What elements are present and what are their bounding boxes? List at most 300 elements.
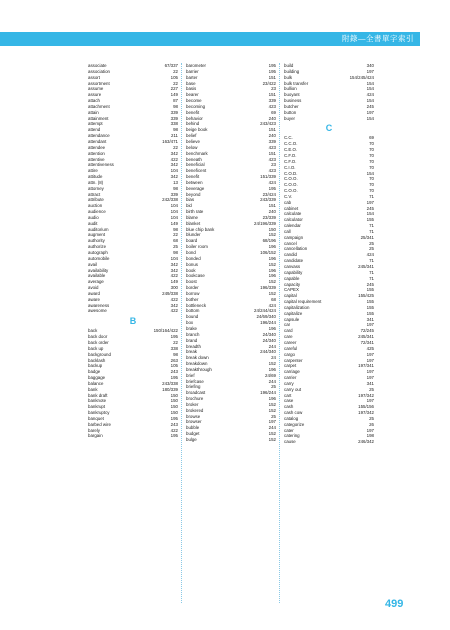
entry-term: breakdown bbox=[186, 361, 208, 367]
entry-pages: 71 bbox=[369, 193, 374, 199]
entry-term: cabinet bbox=[284, 205, 299, 211]
entry-term: campaign bbox=[284, 234, 304, 240]
entry-term: background bbox=[88, 351, 111, 357]
entry-term: boost bbox=[186, 279, 197, 285]
entry-term: capability bbox=[284, 269, 303, 275]
entry-term: C.I.O. bbox=[284, 164, 296, 170]
entry-term: bankrupt bbox=[88, 404, 106, 410]
entry-term: benefit bbox=[186, 109, 200, 115]
entry-pages: 342 bbox=[170, 261, 178, 267]
index-entry bbox=[186, 437, 276, 443]
entry-term: attendee bbox=[88, 144, 106, 150]
entry-pages: 152 bbox=[268, 290, 276, 296]
entry-pages: 24 bbox=[271, 355, 276, 361]
entry-pages: 240 bbox=[268, 133, 276, 139]
entry-pages: 25 bbox=[369, 415, 374, 421]
entry-term: birth rate bbox=[186, 209, 204, 215]
entry-term: baggage bbox=[88, 375, 106, 381]
entry-pages: 71 bbox=[369, 269, 374, 275]
entry-term: augment bbox=[88, 232, 106, 238]
entry-term: attitude bbox=[88, 174, 103, 180]
entry-term: bond bbox=[186, 250, 196, 255]
entry-term: blanket bbox=[186, 220, 201, 226]
entry-term: bank bbox=[88, 386, 98, 392]
entry-term: barbed wire bbox=[88, 421, 111, 427]
entry-term: between bbox=[186, 179, 203, 185]
entry-term: blunder bbox=[186, 232, 201, 238]
entry-term: avoid bbox=[88, 285, 99, 291]
entry-term: attendant bbox=[88, 138, 107, 144]
entry-term: attentive bbox=[88, 156, 105, 162]
entry-term: careful bbox=[284, 345, 298, 351]
entry-pages: 197 bbox=[268, 419, 276, 425]
entry-term: C.O.D. bbox=[284, 170, 298, 176]
entry-pages: 340 bbox=[366, 63, 374, 68]
entry-pages: 196 bbox=[268, 255, 276, 261]
entry-pages: 152 bbox=[268, 361, 276, 367]
entry-pages: 154/245/424 bbox=[349, 74, 374, 80]
entry-pages: 197 bbox=[366, 375, 374, 381]
entry-term: blue chip bank bbox=[186, 226, 215, 232]
entry-pages: 70 bbox=[369, 152, 374, 158]
entry-pages: 23 bbox=[271, 86, 276, 92]
entry-pages: 154 bbox=[366, 98, 374, 104]
entry-term: C.O.O. bbox=[284, 182, 298, 188]
entry-pages: 152 bbox=[268, 431, 276, 437]
entry-pages: 339 bbox=[268, 98, 276, 104]
entry-pages: 150 bbox=[170, 410, 178, 416]
entry-pages: 245 bbox=[366, 281, 374, 287]
entry-pages: 423 bbox=[268, 168, 276, 174]
entry-term: badge bbox=[88, 369, 101, 375]
entry-term: C.O.O. bbox=[284, 188, 298, 194]
entry-term: carpenter bbox=[284, 357, 303, 363]
entry-pages: 70 bbox=[369, 188, 374, 194]
entry-term: breakthrough bbox=[186, 366, 212, 372]
entry-term: banquet bbox=[88, 415, 104, 421]
entry-term: browse bbox=[186, 413, 201, 419]
entry-pages: 24/69 bbox=[265, 372, 276, 378]
entry-pages: 300 bbox=[170, 285, 178, 291]
entry-term: assume bbox=[88, 86, 104, 92]
entry-term: attendance bbox=[88, 133, 110, 139]
header-bar bbox=[0, 32, 420, 46]
entry-pages: 197/341 bbox=[358, 363, 374, 369]
entry-term: bookcase bbox=[186, 273, 205, 279]
entry-term: CAPEX bbox=[284, 287, 299, 293]
entry-term: backlash bbox=[88, 357, 106, 363]
entry-pages: 106/152 bbox=[260, 250, 276, 255]
entry-term: beneficial bbox=[186, 162, 205, 168]
entry-pages: 197 bbox=[366, 398, 374, 404]
index-column-3 bbox=[284, 63, 374, 603]
entry-pages: 155/425 bbox=[358, 293, 374, 299]
entry-term: behind bbox=[186, 121, 200, 127]
entry-pages: 71 bbox=[369, 223, 374, 229]
entry-pages: 104 bbox=[170, 255, 178, 261]
entry-pages: 98 bbox=[173, 185, 178, 191]
entry-term: capital bbox=[284, 293, 297, 299]
entry-pages: 197 bbox=[366, 68, 374, 74]
entry-pages: 151/339 bbox=[260, 174, 276, 180]
entry-term: carpet bbox=[284, 363, 297, 369]
entry-pages: 150 bbox=[268, 226, 276, 232]
entry-pages: 211 bbox=[171, 133, 178, 139]
entry-pages: 72/341 bbox=[360, 339, 374, 345]
entry-pages: 245/341 bbox=[358, 334, 374, 340]
index-columns bbox=[88, 63, 380, 603]
entry-pages: 342 bbox=[170, 150, 178, 156]
entry-term: attire bbox=[88, 168, 98, 174]
entry-term: believe bbox=[186, 138, 200, 144]
entry-term: break down bbox=[186, 355, 209, 361]
entry-term: border bbox=[186, 285, 199, 291]
entry-term: authorize bbox=[88, 244, 107, 250]
entry-pages: 149 bbox=[170, 220, 178, 226]
entry-pages: 151 bbox=[268, 150, 276, 156]
entry-term: capital requirement bbox=[284, 299, 322, 305]
entry-pages: 196 bbox=[268, 273, 276, 279]
entry-term: barter bbox=[186, 74, 198, 80]
entry-term: carriage bbox=[284, 369, 300, 375]
entry-term: breadth bbox=[186, 343, 201, 349]
entry-pages: 240 bbox=[268, 209, 276, 215]
entry-term: cart bbox=[284, 392, 292, 398]
entry-pages: 26 bbox=[369, 421, 374, 427]
entry-term: attach bbox=[88, 98, 100, 104]
entry-term: catering bbox=[284, 433, 300, 439]
entry-term: break bbox=[186, 349, 197, 355]
entry-pages: 25 bbox=[369, 246, 374, 252]
entry-term: cab bbox=[284, 199, 292, 205]
entry-pages: 338 bbox=[170, 345, 178, 351]
entry-pages: 197 bbox=[366, 357, 374, 363]
index-entry bbox=[284, 116, 374, 122]
entry-term: attorney bbox=[88, 185, 104, 191]
entry-term: candid bbox=[284, 252, 297, 258]
entry-term: bonded bbox=[186, 255, 201, 261]
index-entry bbox=[88, 308, 178, 314]
entry-pages: 197 bbox=[366, 351, 374, 357]
entry-term: autograph bbox=[88, 250, 108, 255]
entry-term: beneficent bbox=[186, 168, 207, 174]
entry-pages: 22 bbox=[173, 80, 178, 86]
entry-pages: 244 bbox=[268, 343, 276, 349]
entry-pages: 151 bbox=[268, 74, 276, 80]
entry-term: brake bbox=[186, 325, 197, 331]
entry-term: bother bbox=[186, 296, 199, 302]
entry-term: carry out bbox=[284, 386, 302, 392]
entry-pages: 195 bbox=[268, 185, 276, 191]
entry-term: bottom bbox=[186, 308, 200, 314]
entry-pages: 422 bbox=[170, 296, 178, 302]
entry-pages: 152 bbox=[268, 232, 276, 238]
entry-pages: 23/339 bbox=[262, 214, 276, 220]
entry-term: canvass bbox=[284, 264, 301, 269]
entry-pages: 22 bbox=[173, 232, 178, 238]
entry-pages: 244 bbox=[268, 425, 276, 431]
entry-term: bank draft bbox=[88, 392, 108, 398]
entry-term: cause bbox=[284, 439, 296, 445]
entry-term: attain bbox=[88, 109, 99, 115]
entry-term: back order bbox=[88, 339, 109, 345]
entry-pages: 197 bbox=[366, 369, 374, 375]
entry-term: C.F.O. bbox=[284, 158, 297, 164]
entry-term: barrier bbox=[186, 68, 199, 74]
entry-pages: 244 bbox=[268, 378, 276, 384]
entry-pages: 339 bbox=[170, 191, 178, 197]
entry-pages: 424 bbox=[268, 302, 276, 308]
entry-term: award bbox=[88, 290, 100, 296]
entry-term: beverage bbox=[186, 185, 205, 191]
entry-term: C.O.O. bbox=[284, 176, 298, 182]
entry-term: brief bbox=[186, 372, 195, 378]
entry-pages: 67/337 bbox=[164, 63, 178, 68]
entry-pages: 13 bbox=[173, 179, 178, 185]
entry-term: buyer bbox=[284, 115, 295, 121]
entry-pages: 72/245 bbox=[360, 328, 374, 334]
entry-term: career bbox=[284, 339, 297, 345]
entry-pages: 196/339 bbox=[260, 285, 276, 291]
entry-term: business bbox=[284, 98, 302, 104]
entry-term: assure bbox=[88, 92, 102, 98]
entry-pages: 197 bbox=[366, 199, 374, 205]
entry-term: cancel bbox=[284, 240, 297, 246]
entry-pages: 70 bbox=[369, 164, 374, 170]
entry-term: automobile bbox=[88, 255, 110, 261]
entry-pages: 98 bbox=[173, 103, 178, 109]
entry-pages: 245 bbox=[366, 205, 374, 211]
entry-pages: 163/471 bbox=[162, 138, 178, 144]
entry-term: barometer bbox=[186, 63, 207, 68]
entry-pages: 152 bbox=[268, 261, 276, 267]
entry-term: backup bbox=[88, 363, 103, 369]
entry-pages: 263 bbox=[170, 357, 178, 363]
entry-term: candidate bbox=[284, 258, 304, 264]
entry-pages: 151 bbox=[268, 203, 276, 209]
entry-term: board bbox=[186, 238, 198, 244]
entry-term: bonus bbox=[186, 261, 198, 267]
entry-term: bid bbox=[186, 203, 192, 209]
entry-pages: 24/69/340 bbox=[256, 314, 276, 320]
entry-pages: 422 bbox=[170, 273, 178, 279]
entry-term: avail bbox=[88, 261, 98, 267]
entry-pages: 195 bbox=[170, 334, 178, 340]
entry-term: capable bbox=[284, 275, 300, 281]
index-entry bbox=[88, 433, 178, 439]
entry-term: care bbox=[284, 334, 293, 340]
entry-term: carry bbox=[284, 380, 294, 386]
entry-pages: 70 bbox=[369, 141, 374, 147]
entry-term: barely bbox=[88, 427, 100, 433]
entry-pages: 150 bbox=[170, 404, 178, 410]
entry-pages: 422 bbox=[170, 156, 178, 162]
entry-pages: 195 bbox=[268, 68, 276, 74]
entry-pages: 240 bbox=[268, 115, 276, 121]
entry-pages: 151 bbox=[268, 92, 276, 98]
entry-term: capitalization bbox=[284, 304, 310, 310]
entry-pages: 198 bbox=[366, 433, 374, 439]
entry-pages: 154 bbox=[366, 115, 374, 121]
entry-pages: 424 bbox=[366, 252, 374, 258]
entry-pages: 197/342 bbox=[358, 392, 374, 398]
entry-term: button bbox=[284, 109, 297, 115]
entry-pages: 149 bbox=[170, 279, 178, 285]
entry-pages: 423 bbox=[268, 144, 276, 150]
entry-pages: 70 bbox=[369, 182, 374, 188]
entry-pages: 151 bbox=[268, 127, 276, 133]
entry-pages: 154 bbox=[366, 80, 374, 86]
entry-pages: 68 bbox=[173, 238, 178, 244]
entry-term: available bbox=[88, 273, 106, 279]
entry-pages: 242/338 bbox=[162, 197, 178, 203]
entry-term: attract bbox=[88, 191, 101, 197]
entry-pages: 155 bbox=[366, 217, 374, 223]
entry-pages: 25 bbox=[271, 384, 276, 390]
entry-pages: 245/341 bbox=[358, 264, 374, 269]
entry-pages: 24/340 bbox=[262, 337, 276, 343]
entry-term: buoyant bbox=[284, 92, 300, 98]
entry-term: bulk transfer bbox=[284, 80, 309, 86]
entry-term: attention bbox=[88, 150, 105, 156]
entry-pages: 24/244/424 bbox=[254, 308, 276, 314]
entry-pages: 338 bbox=[170, 121, 178, 127]
section-letter: C bbox=[325, 123, 333, 134]
entry-pages: 196/244 bbox=[260, 320, 276, 326]
entry-term: association bbox=[88, 68, 110, 74]
index-column-2 bbox=[186, 63, 276, 603]
entry-pages: 423 bbox=[268, 103, 276, 109]
entry-term: bias bbox=[186, 197, 195, 203]
entry-term: C.F.O. bbox=[284, 152, 297, 158]
entry-pages: 342 bbox=[170, 302, 178, 308]
entry-pages: 196 bbox=[268, 366, 276, 372]
entry-pages: 197 bbox=[366, 109, 374, 115]
entry-term: cargo bbox=[284, 351, 295, 357]
entry-pages: 25/341 bbox=[360, 234, 374, 240]
entry-term: capsule bbox=[284, 316, 300, 322]
entry-pages: 25 bbox=[173, 244, 178, 250]
entry-term: categorize bbox=[284, 421, 305, 427]
column-divider bbox=[279, 63, 280, 603]
entry-term: bearer bbox=[186, 92, 199, 98]
entry-pages: 196 bbox=[268, 244, 276, 250]
entry-pages: 243/339 bbox=[260, 197, 276, 203]
entry-term: audit bbox=[88, 220, 98, 226]
entry-pages: 196 bbox=[268, 396, 276, 402]
entry-term: budget bbox=[186, 431, 200, 437]
entry-term: C.C. bbox=[284, 135, 293, 141]
entry-term: book bbox=[186, 267, 196, 273]
entry-term: borrow bbox=[186, 290, 200, 296]
entry-pages: 22 bbox=[173, 144, 178, 150]
column-divider bbox=[181, 63, 182, 603]
entry-pages: 23 bbox=[271, 162, 276, 168]
entry-term: brochure bbox=[186, 396, 204, 402]
entry-term: capitalize bbox=[284, 310, 303, 316]
entry-pages: 152 bbox=[268, 279, 276, 285]
entry-term: C.V. bbox=[284, 193, 293, 199]
entry-term: calendar bbox=[284, 223, 301, 229]
entry-term: bargain bbox=[88, 433, 103, 439]
entry-term: bound bbox=[186, 314, 199, 320]
entry-pages: 196/244 bbox=[260, 390, 276, 396]
entry-pages: 22 bbox=[173, 339, 178, 345]
entry-term: brand bbox=[186, 337, 198, 343]
entry-term: availability bbox=[88, 267, 109, 273]
entry-term: beyond bbox=[186, 191, 201, 197]
entry-pages: 71 bbox=[369, 228, 374, 234]
entry-term: auditorium bbox=[88, 226, 109, 232]
entry-pages: 154 bbox=[366, 211, 374, 217]
entry-pages: 71 bbox=[369, 258, 374, 264]
entry-pages: 71 bbox=[369, 275, 374, 281]
entry-term: calculate bbox=[284, 211, 302, 217]
entry-pages: 152 bbox=[268, 437, 276, 442]
entry-pages: 197/342 bbox=[358, 410, 374, 416]
entry-pages: 195 bbox=[170, 433, 178, 439]
entry-pages: 425 bbox=[366, 345, 374, 351]
entry-term: banknote bbox=[88, 398, 107, 404]
entry-pages: 342 bbox=[170, 267, 178, 273]
entry-term: bankruptcy bbox=[88, 410, 110, 416]
entry-term: browser bbox=[186, 419, 202, 425]
entry-term: attainment bbox=[88, 115, 109, 121]
entry-pages: 154 bbox=[366, 86, 374, 92]
entry-term: briefcase bbox=[186, 378, 204, 384]
entry-term: broker bbox=[186, 401, 199, 407]
entry-pages: 424 bbox=[268, 179, 276, 185]
entry-term: blame bbox=[186, 214, 198, 220]
entry-term: back bbox=[88, 328, 98, 334]
entry-pages: 150 bbox=[170, 392, 178, 398]
entry-term: bulge bbox=[186, 437, 197, 442]
entry-pages: 25 bbox=[369, 240, 374, 246]
entry-pages: 243 bbox=[170, 369, 178, 375]
entry-term: brokered bbox=[186, 407, 204, 413]
entry-pages: 243/338 bbox=[162, 380, 178, 386]
entry-term: briefing bbox=[186, 384, 201, 390]
entry-term: card bbox=[284, 328, 293, 334]
entry-pages: 249/338 bbox=[162, 290, 178, 296]
entry-term: average bbox=[88, 279, 104, 285]
entry-term: balance bbox=[88, 380, 104, 386]
entry-term: below bbox=[186, 144, 198, 150]
entry-term: call bbox=[284, 228, 291, 234]
entry-term: cancellation bbox=[284, 246, 308, 252]
entry-pages: 339 bbox=[170, 115, 178, 121]
entry-pages: 104 bbox=[170, 214, 178, 220]
entry-pages: 195 bbox=[170, 415, 178, 421]
entry-term: bullion bbox=[284, 86, 297, 92]
entry-pages: 87 bbox=[173, 98, 178, 104]
entry-pages: 69 bbox=[369, 135, 374, 141]
entry-pages: 104 bbox=[170, 209, 178, 215]
entry-term: case bbox=[284, 398, 294, 404]
entry-term: catalog bbox=[284, 415, 299, 421]
entry-term: C.C.O. bbox=[284, 141, 298, 147]
section-letter: B bbox=[129, 316, 137, 327]
entry-pages: 155 bbox=[366, 304, 374, 310]
entry-term: benchmark bbox=[186, 150, 208, 156]
entry-pages: 70 bbox=[369, 158, 374, 164]
entry-pages: 23/422 bbox=[262, 80, 276, 86]
entry-term: assort bbox=[88, 74, 100, 80]
entry-term: aware bbox=[88, 296, 100, 302]
entry-term: attentiveness bbox=[88, 162, 114, 168]
entry-term: boiler room bbox=[186, 244, 208, 250]
entry-pages: 339 bbox=[268, 138, 276, 144]
